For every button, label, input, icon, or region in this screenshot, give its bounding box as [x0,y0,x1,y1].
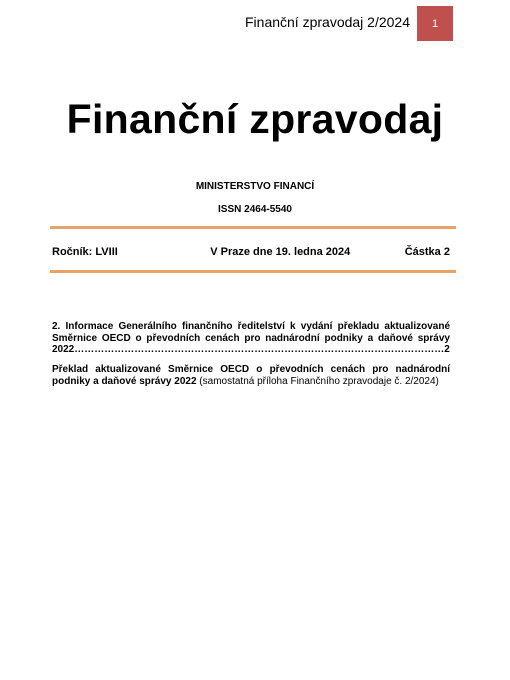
issue-info-row [52,246,450,258]
toc-entry-page: 2 [444,344,450,355]
toc-entry[interactable] [52,321,450,356]
publisher-name: MINISTERSTVO FINANCÍ [195,181,315,192]
divider-bottom [50,270,456,273]
running-header: Finanční zpravodaj 2/2024 [245,14,410,30]
supplement-remark: (samostatná příloha Finančního zpravodaje č. 2/2024) [199,375,439,387]
supplement-note [52,364,450,387]
supplement-title: Překlad aktualizované Směrnice OECD o převodních cenách pro nadnárodní podniky a daňové správy 2022 [52,364,450,387]
issn-number: ISSN 2464-5540 [218,204,292,215]
part-label: Částka 2 [404,246,450,258]
page-number-badge: 1 [417,6,453,41]
divider-top [50,226,456,229]
document-title: Finanční zpravodaj [66,96,444,142]
toc-entry-leader: ………………………………………………………………………………………………… [74,344,445,355]
toc-entry-text: 2. Informace Generálního finančního ředitelství k vydání překladu aktualizované Směrnice OECD o převodních cenách pro nadnárodní podniky a daňové správy 2022 [52,321,450,355]
place-date-label: V Praze dne 19. ledna 2024 [210,246,351,258]
volume-label: Ročník: LVIII [52,246,118,258]
